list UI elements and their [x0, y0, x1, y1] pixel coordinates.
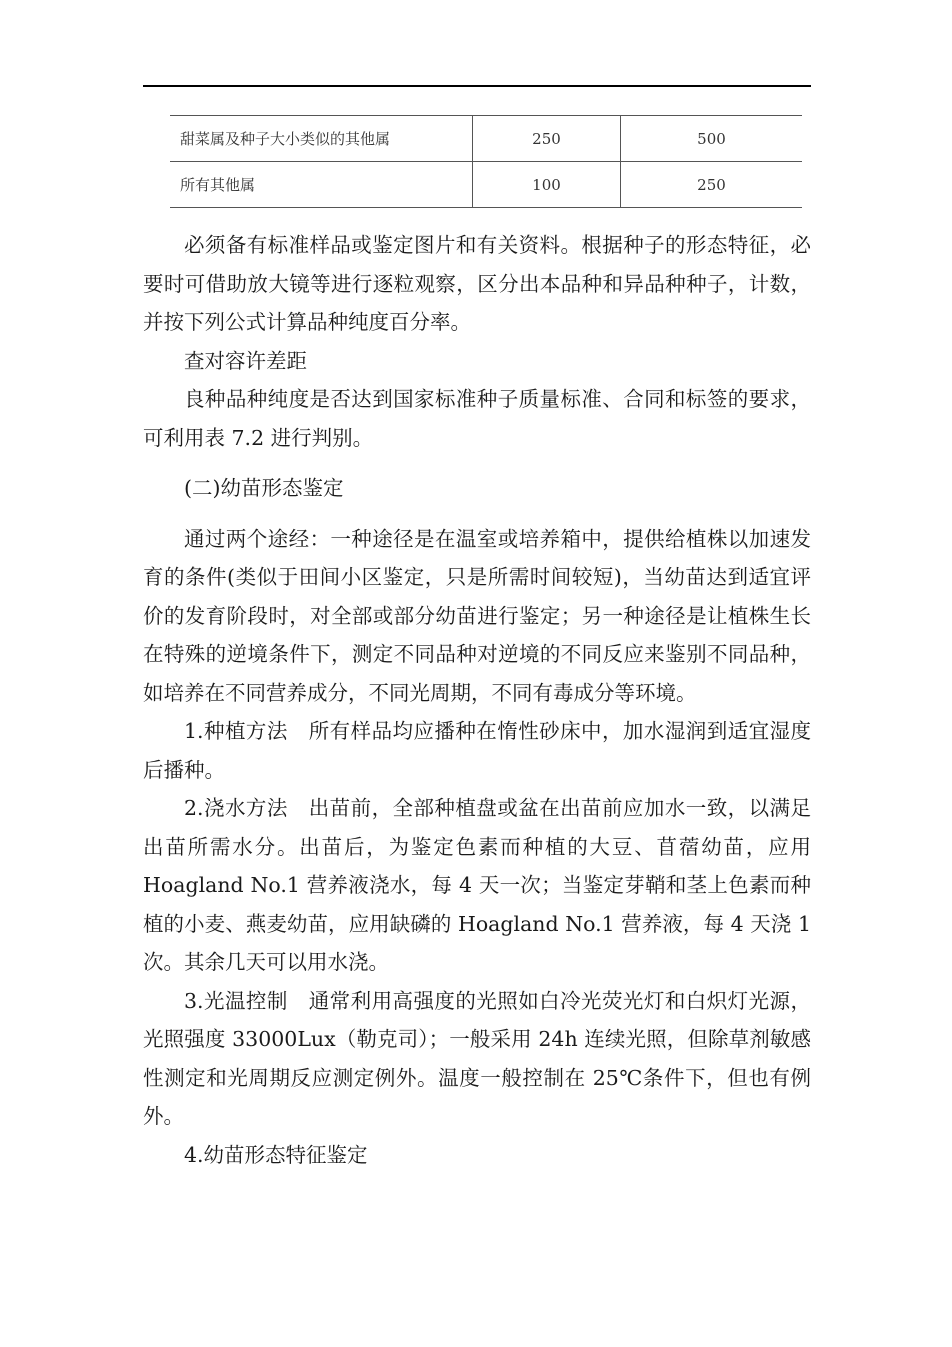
table-cell-value: 500: [697, 129, 726, 148]
table-cell-genus: 所有其他属: [180, 176, 256, 194]
section-heading: (二)幼苗形态鉴定: [184, 476, 344, 500]
paragraph: 良种品种纯度是否达到国家标准种子质量标准、合同和标签的要求，可利用表 7.2 进行判别。: [143, 387, 811, 450]
paragraph: 3.光温控制 通常利用高强度的光照如白冷光荧光灯和白炽灯光源，光照强度 33000Lux（勒克司）；一般采用 24h 连续光照，但除草剂敏感性测定和光周期反应测定例外。温度一般控制在 25℃条件下，但也有例外。: [143, 988, 811, 1128]
body-text: [143, 226, 811, 1174]
paragraph: 必须备有标准样品或鉴定图片和有关资料。根据种子的形态特征，必要时可借助放大镜等进行逐粒观察，区分出本品种和异品种种子，计数，并按下列公式计算品种纯度百分率。: [143, 233, 811, 334]
table-row: [170, 162, 802, 208]
paragraph: 1.种植方法 所有样品均应播种在惰性砂床中，加水湿润到适宜湿度后播种。: [143, 719, 811, 782]
header-rule: [143, 85, 811, 87]
table-cell-value: 250: [473, 116, 621, 162]
paragraph: 4.幼苗形态特征鉴定: [184, 1142, 368, 1167]
sample-size-table: [170, 115, 802, 208]
paragraph: 2.浇水方法 出苗前，全部种植盘或盆在出苗前应加水一致，以满足出苗所需水分。出苗后，为鉴定色素而种植的大豆、苜蓿幼苗，应用 Hoagland No.1 营养液浇水，每 4 天一次；当鉴定芽鞘和茎上色素而种植的小麦、燕麦幼苗，应用缺磷的 Hoagland No.1 营养液，每 4 天浇 1 次。其余几天可以用水浇。: [143, 796, 811, 974]
table-cell-value: 250: [697, 175, 726, 194]
table-row: [170, 116, 802, 162]
table-cell-value: 100: [473, 162, 621, 208]
paragraph: 查对容许差距: [184, 348, 307, 373]
paragraph: 通过两个途经：一种途径是在温室或培养箱中，提供给植株以加速发育的条件(类似于田间小区鉴定，只是所需时间较短)，当幼苗达到适宜评价的发育阶段时，对全部或部分幼苗进行鉴定；另一种途径是让植株生长在特殊的逆境条件下，测定不同品种对逆境的不同反应来鉴别不同品种，如培养在不同营养成分，不同光周期，不同有毒成分等环境。: [143, 526, 811, 705]
table-cell-genus: 甜菜属及种子大小类似的其他属: [180, 130, 391, 148]
